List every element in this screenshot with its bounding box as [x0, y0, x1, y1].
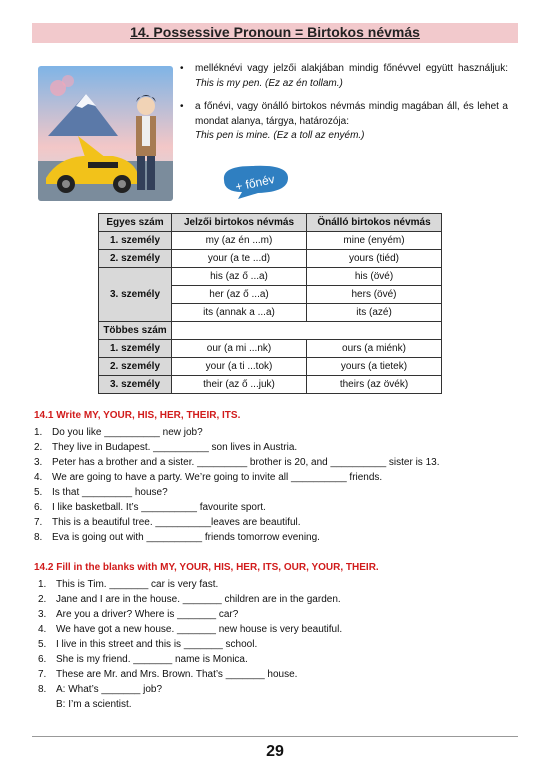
illustration-image — [38, 66, 173, 201]
table-row — [99, 268, 442, 286]
item-text: Peter has a brother and a sister. _________ brother is 20, and __________ sister is 13. — [52, 457, 440, 468]
list-item — [34, 515, 514, 530]
bullet-text: a főnévi, vagy önálló birtokos névmás mindig magában áll, és lehet a mondat alanya, tárgya, határozója: — [195, 101, 508, 127]
bullet-example: This pen is mine. (Ez a toll az enyém.) — [195, 130, 365, 141]
item-number: 1. — [34, 427, 43, 438]
row-label: 2. személy — [99, 358, 172, 376]
item-text: She is my friend. _______ name is Monica. — [56, 654, 248, 665]
list-item — [34, 440, 514, 455]
item-text: These are Mr. and Mrs. Brown. That’s _______ house. — [56, 669, 298, 680]
plural-header: Többes szám — [99, 322, 172, 340]
adjective-pronoun-cell: his (az ő ...a) — [172, 268, 307, 286]
list-item — [34, 485, 514, 500]
item-number: 1. — [38, 579, 47, 590]
item-number: 2. — [34, 442, 43, 453]
independent-pronoun-cell: its (azé) — [307, 304, 442, 322]
item-text: We are going to have a party. We’re going to invite all __________ friends. — [52, 472, 383, 483]
item-text: Is that _________ house? — [52, 487, 168, 498]
independent-pronoun-cell: hers (övé) — [307, 286, 442, 304]
page-number: 29 — [266, 743, 284, 760]
list-item — [38, 577, 518, 592]
row-label: 3. személy — [99, 376, 172, 394]
row-label: 2. személy — [99, 250, 172, 268]
row-label: 1. személy — [99, 232, 172, 250]
intro-bullets — [180, 62, 508, 153]
item-number: 4. — [38, 624, 47, 635]
item-number: 3. — [38, 609, 47, 620]
table-header: Egyes szám — [99, 214, 172, 232]
independent-pronoun-cell: mine (enyém) — [307, 232, 442, 250]
list-item — [38, 682, 518, 697]
table-header: Önálló birtokos névmás — [307, 214, 442, 232]
table-row — [99, 322, 442, 340]
item-text: B: I’m a scientist. — [56, 699, 132, 710]
empty-cell — [172, 322, 442, 340]
bullet-dot: • — [180, 101, 184, 112]
list-item — [38, 637, 518, 652]
item-number: 6. — [38, 654, 47, 665]
adjective-pronoun-cell: its (annak a ...a) — [172, 304, 307, 322]
independent-pronoun-cell: yours (a tietek) — [307, 358, 442, 376]
bullet-example: This is my pen. (Ez az én tollam.) — [195, 77, 343, 89]
list-item — [34, 455, 514, 470]
footer-divider — [32, 736, 518, 737]
item-number: 5. — [34, 487, 43, 498]
independent-pronoun-cell: ours (a miénk) — [307, 340, 442, 358]
list-item-continuation — [38, 697, 518, 712]
independent-pronoun-cell: theirs (az övék) — [307, 376, 442, 394]
item-text: We have got a new house. _______ new house is very beautiful. — [56, 624, 343, 635]
speech-bubble-label: + főnév — [234, 172, 276, 194]
independent-pronoun-cell: his (övé) — [307, 268, 442, 286]
table-header-row — [99, 214, 442, 232]
row-label: 3. személy — [99, 268, 172, 322]
list-item — [38, 622, 518, 637]
list-item — [34, 470, 514, 485]
item-text: Jane and I are in the house. _______ children are in the garden. — [56, 594, 341, 605]
table-row — [99, 340, 442, 358]
list-item — [38, 607, 518, 622]
bullet-dot: • — [180, 63, 184, 74]
exercise-1-list — [34, 425, 514, 545]
item-text: Do you like __________ new job? — [52, 427, 203, 438]
title-band — [32, 23, 518, 43]
item-text: This is Tim. _______ car is very fast. — [56, 579, 219, 590]
item-text: This is a beautiful tree. __________leaves are beautiful. — [52, 517, 301, 528]
item-text: A: What’s _______ job? — [56, 684, 163, 695]
table-row — [99, 358, 442, 376]
item-number: 2. — [38, 594, 47, 605]
item-number: 7. — [34, 517, 43, 528]
page-title: 14. Possessive Pronoun = Birtokos névmás — [130, 24, 420, 40]
adjective-pronoun-cell: her (az ő ...a) — [172, 286, 307, 304]
independent-pronoun-cell: yours (tiéd) — [307, 250, 442, 268]
exercise-1-title: 14.1 Write MY, YOUR, HIS, HER, THEIR, ITS. — [34, 410, 241, 421]
intro-bullet-2 — [180, 100, 508, 144]
item-text: I live in this street and this is _______ school. — [56, 639, 258, 650]
car-and-man-illustration — [38, 66, 173, 201]
list-item — [38, 652, 518, 667]
list-item — [34, 530, 514, 545]
table-row — [99, 232, 442, 250]
table-header: Jelzői birtokos névmás — [172, 214, 307, 232]
adjective-pronoun-cell: your (a ti ...tok) — [172, 358, 307, 376]
item-text: Eva is going out with __________ friends tomorrow evening. — [52, 532, 320, 543]
item-text: I like basketball. It’s __________ favourite sport. — [52, 502, 266, 513]
table-row — [99, 376, 442, 394]
exercise-2-list — [38, 577, 518, 712]
row-label: 1. személy — [99, 340, 172, 358]
item-number: 4. — [34, 472, 43, 483]
item-text: They live in Budapest. __________ son lives in Austria. — [52, 442, 298, 453]
list-item — [38, 667, 518, 682]
item-number: 3. — [34, 457, 43, 468]
adjective-pronoun-cell: your (a te ...d) — [172, 250, 307, 268]
item-number: 8. — [38, 684, 47, 695]
list-item — [34, 500, 514, 515]
list-item — [34, 425, 514, 440]
item-text: Are you a driver? Where is _______ car? — [56, 609, 239, 620]
adjective-pronoun-cell: my (az én ...m) — [172, 232, 307, 250]
exercise-2-title: 14.2 Fill in the blanks with MY, YOUR, HIS, HER, ITS, OUR, YOUR, THEIR. — [34, 562, 379, 573]
adjective-pronoun-cell: our (a mi ...nk) — [172, 340, 307, 358]
list-item — [38, 592, 518, 607]
item-number: 7. — [38, 669, 47, 680]
bullet-text: melléknévi vagy jelzői alakjában mindig főnévvel együtt használjuk: — [195, 63, 508, 74]
item-number: 6. — [34, 502, 43, 513]
pronoun-table — [98, 213, 442, 394]
adjective-pronoun-cell: their (az ő ...juk) — [172, 376, 307, 394]
item-number: 8. — [34, 532, 43, 543]
table-row — [99, 250, 442, 268]
intro-bullet-1 — [180, 62, 508, 91]
item-number: 5. — [38, 639, 47, 650]
